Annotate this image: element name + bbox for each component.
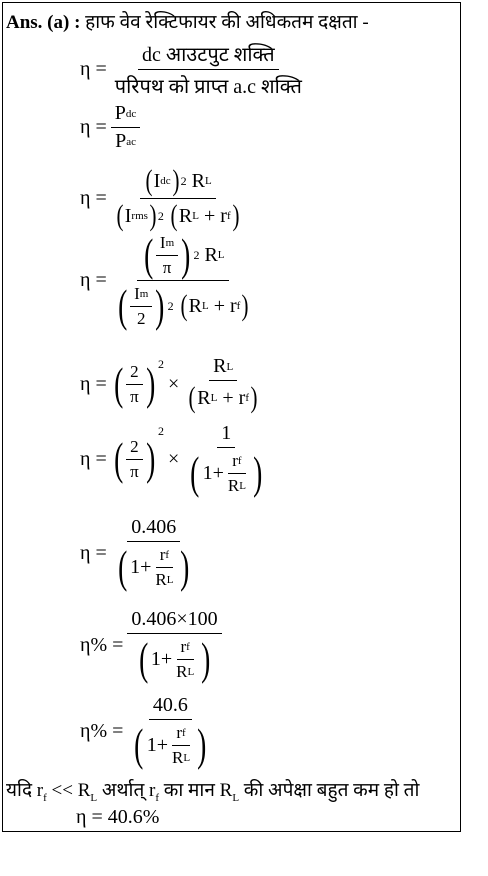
equation-3 [80, 166, 245, 231]
eq2-lhs: η = [80, 116, 107, 138]
eq2-numerator: P dc [111, 102, 141, 128]
equation-5: η = ( $\frac{2}{\pi}$ ) $^2$ × R L ( R L + r f ) [80, 355, 263, 413]
eq3-fraction [111, 166, 245, 231]
eq7-lhs: η = [80, 541, 107, 564]
answer-label: Ans. (a) : [6, 12, 81, 33]
eq5-fraction: R L ( R L + r f ) [188, 355, 258, 414]
equation-9 [80, 694, 213, 768]
eq3-denominator: ( I rms ) 2 ( R L + r f ) [116, 199, 240, 232]
eq6-lhs: η = [80, 447, 107, 470]
equation-4 [80, 229, 254, 331]
condition-text: यदि $r_f << R_L$ अर्थात् $r_f$ का मान $R_L$ की अपेक्षा बहुत कम हो तो [6, 780, 420, 804]
eq2-fraction [111, 102, 141, 153]
eq5-lhs: η = [80, 372, 107, 395]
eq4-lhs: η = [80, 269, 107, 291]
equation-8 [80, 608, 222, 682]
eq1-lhs: η = [80, 58, 107, 80]
equation-1 [80, 40, 306, 99]
eq4-denominator: ( I m 2 ) 2 ( R L + r f ) [117, 280, 249, 331]
eq6-fraction: 1 ( 1 + r f R L ) [190, 422, 263, 498]
eq4-fraction [111, 229, 255, 331]
eq8-fraction: 0.406×100 ( 1 + r f R L ) [127, 608, 221, 682]
eq7-fraction: 0.406 ( 1 + r f R L ) [117, 516, 190, 592]
eq5-two-over-pi: $\frac{2}{\pi}$ [126, 362, 143, 407]
answer-heading [6, 8, 369, 34]
eq1-fraction [111, 40, 306, 99]
eq8-lhs: η% = [80, 633, 124, 656]
eq2-denominator: P ac [115, 130, 136, 152]
eq1-denominator: परिपथ को प्राप्त a.c शक्ति [114, 76, 302, 98]
eq3-numerator: ( I dc ) 2 R L [140, 166, 216, 199]
eq9-lhs: η% = [80, 719, 124, 742]
eq3-lhs: η = [80, 187, 107, 209]
eq1-numerator: dc आउटपुट शक्ति [138, 40, 279, 70]
eq4-numerator: ( I m π ) 2 R L [137, 232, 229, 281]
answer-box [2, 2, 461, 832]
answer-heading-text: हाफ वेव रेक्टिफायर की अधिकतम दक्षता - [85, 12, 369, 33]
equation-2 [80, 102, 140, 153]
final-result: η = 40.6% [76, 806, 160, 828]
eq9-fraction: 40.6 ( 1 + r f R L ) [134, 694, 207, 770]
equation-7 [80, 516, 197, 590]
equation-6: η = ( $\frac{2}{\pi}$ ) $^2$ × 1 ( 1 + r f R L ) [80, 422, 269, 496]
eq6-two-over-pi: $\frac{2}{\pi}$ [126, 437, 143, 482]
